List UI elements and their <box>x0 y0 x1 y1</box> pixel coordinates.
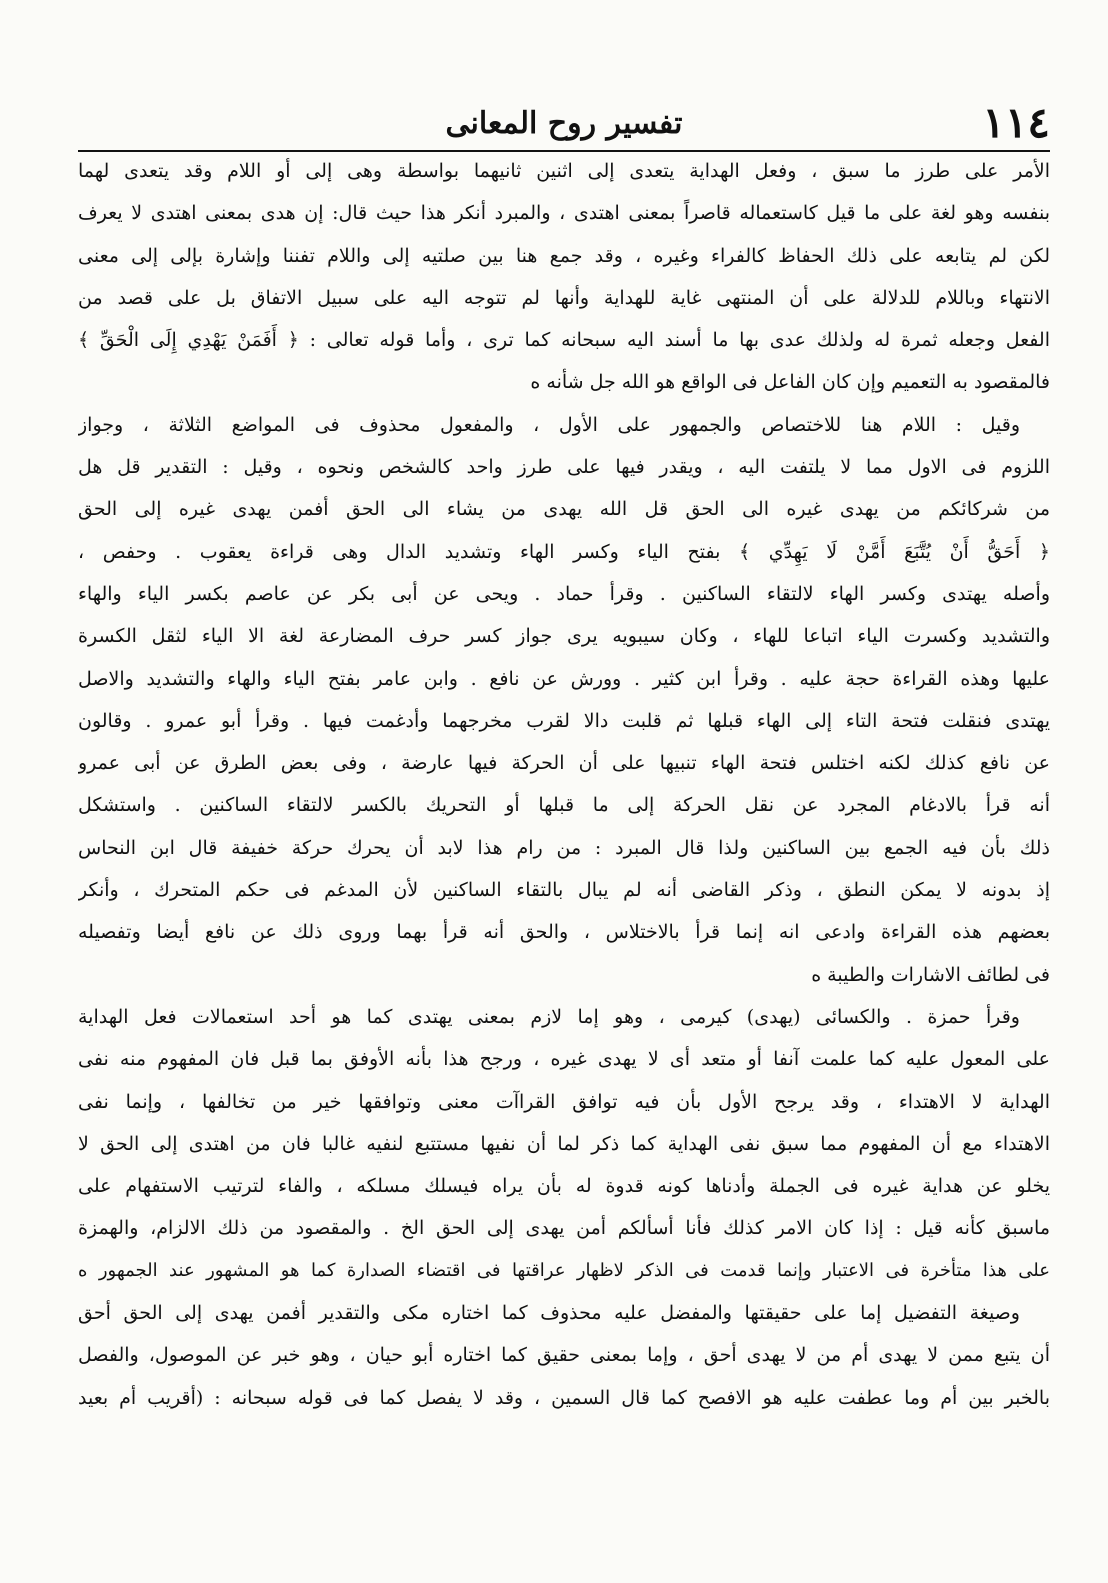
text-line: وقرأ حمزة . والكسائى (يهدى) كيرمى ، وهو إما لازم بمعنى يهتدى كما هو أحد استعمالات فعل الهداية <box>78 1005 1020 1028</box>
text-line: عن نافع كذلك لكنه اختلس فتحة الهاء تنبيها على أن الحركة فيها عارضة ، وفى بعض الطرق عن أبى عمرو <box>78 752 1050 775</box>
text-line: وقيل : اللام هنا للاختصاص والجمهور على الأول ، والمفعول محذوف فى المواضع الثلاثة ، وجواز <box>78 413 1020 436</box>
text-line: يخلو عن هداية غيره فى الجملة وأدناها كونه قدوة له بأن يراه فيسلك مسلكه ، والفاء لترتيب الاستفهام على <box>78 1175 1050 1198</box>
text-line: يهتدى فنقلت فتحة التاء إلى الهاء قبلها ثم قلبت دالا لقرب مخرجهما وأدغمت فيها . وقرأ أبو عمرو . وقالون <box>78 709 1050 732</box>
text-line: بنفسه وهو لغة على ما قيل كاستعماله قاصراً بمعنى اهتدى ، والمبرد أنكر هذا حيث قال: إن هدى بمعنى اهتدى لا يعرف <box>78 202 1050 225</box>
text-line: فى لطائف الاشارات والطيبة ه <box>811 963 1050 986</box>
text-line: ذلك بأن فيه الجمع بين الساكنين ولذا قال المبرد : من رام هذا لابد أن يحرك حركة خفيفة قال ابن النحاس <box>78 836 1050 859</box>
text-line: الاهتداء مع أن المفهوم مما سبق نفى الهداية كما ذكر لما أن نفيها مستتبع لنفيه غالبا فان من اهتدى إلى الحق لا <box>78 1132 1050 1155</box>
text-line: والتشديد وكسرت الياء اتباعا للهاء ، وكان سيبويه يرى جواز كسر حرف المضارعة لغة الا الياء لثقل الكسرة <box>78 625 1050 648</box>
text-line: الهداية لا الاهتداء ، وقد يرجح الأول بأن فيه توافق القراآت معنى وتوافقها خير من تخالفها ، وإنما نفى <box>78 1090 1050 1113</box>
text-line: على هذا متأخرة فى الاعتبار وإنما قدمت فى الذكر لاظهار عراقتها فى اقتضاء الصدارة كما هو المشهور عند الجمهور ه <box>78 1259 1050 1281</box>
text-line: بعضهم هذه القراءة وادعى انه إنما قرأ بالاختلاس ، والحق أنه قرأ بهما وروى ذلك عن نافع أيضا وتفصيله <box>78 921 1050 944</box>
text-line: الانتهاء وباللام للدلالة على أن المنتهى غاية للهداية وأنها لم تتوجه اليه على سبيل الاتفاق بل على قصد من <box>78 286 1050 309</box>
text-line: فالمقصود به التعميم وإن كان الفاعل فى الواقع هو الله جل شأنه ه <box>530 371 1050 394</box>
page-number: ١١٤ <box>982 98 1050 147</box>
text-line: وصيغة التفضيل إما على حقيقتها والمفضل عليه محذوف كما اختاره مكى والتقدير أفمن يهدى إلى الحق أحق <box>78 1302 1020 1325</box>
text-line: عليها وهذه القراءة حجة عليه . وقرأ ابن كثير . وورش عن نافع . وابن عامر بفتح الياء والهاء والتشديد والاصل <box>78 667 1050 690</box>
text-line: إذ بدونه لا يمكن النطق ، وذكر القاضى أنه لم يبال بالتقاء الساكنين لأن المدغم فى حكم المتحرك ، وأنكر <box>78 879 1050 902</box>
text-line: وأصله يهتدى وكسر الهاء لالتقاء الساكنين . وقرأ حماد . ويحى عن أبى بكر عن عاصم بكسر الياء والهاء <box>78 582 1050 605</box>
text-line: على المعول عليه كما علمت آنفا أو متعد أى لا يهدى غيره ، ورجح هذا بأنه الأوفق بما قبل فان المفهوم منه نفى <box>78 1048 1050 1071</box>
text-line: الفعل وجعله ثمرة له ولذلك عدى بها ما أسند اليه سبحانه كما ترى ، وأما قوله تعالى : ﴿ أَفَمَنْ يَهْدِي إِلَى الْحَقِّ ﴾ <box>78 329 1050 352</box>
text-line: بالخبر بين أم وما عطفت عليه هو الافصح كما قال السمين ، وقد لا يفصل كما فى قوله سبحانه : (أقريب أم بعيد <box>78 1386 1050 1409</box>
text-body <box>78 150 1050 1419</box>
text-line: أنه قرأ بالادغام المجرد عن نقل الحركة إلى ما قبلها أو التحريك بالكسر لالتقاء الساكنين . واستشكل <box>78 794 1050 817</box>
running-title: تفسير روح المعانى <box>445 106 683 141</box>
text-line: ﴿ أَحَقُّ أَنْ يُتَّبَعَ أَمَّنْ لَا يَهِدِّي ﴾ بفتح الياء وكسر الهاء وتشديد الدال وهى قراءة يعقوب . وحفص ، <box>78 540 1050 563</box>
text-line: من شركائكم من يهدى غيره الى الحق قل الله يهدى من يشاء الى الحق أفمن يهدى غيره إلى الحق <box>78 498 1050 521</box>
page-header <box>78 98 1050 152</box>
text-line: اللزوم فى الاول مما لا يلتفت اليه ، ويقدر فيها على طرز واحد كالشخص ونحوه ، وقيل : التقدير قل هل <box>78 456 1050 479</box>
text-line: أن يتبع ممن لا يهدى أم من لا يهدى أحق ، وإما بمعنى حقيق كما اختاره أبو حيان ، وهو خبر عن الموصول، والفصل <box>78 1344 1050 1367</box>
text-line: ماسبق كأنه قيل : إذا كان الامر كذلك فأنا أسألكم أمن يهدى إلى الحق الخ . والمقصود من ذلك الالزام، والهمزة <box>78 1217 1050 1240</box>
text-line: الأمر على طرز ما سبق ، وفعل الهداية يتعدى إلى اثنين ثانيهما بواسطة وهى إلى أو اللام وقد يتعدى لهما <box>78 160 1050 182</box>
text-line: لكن لم يتابعه على ذلك الحفاظ كالفراء وغيره ، وقد جمع هنا بين صلتيه إلى واللام تفننا وإشارة بإلى إلى معنى <box>78 244 1050 267</box>
